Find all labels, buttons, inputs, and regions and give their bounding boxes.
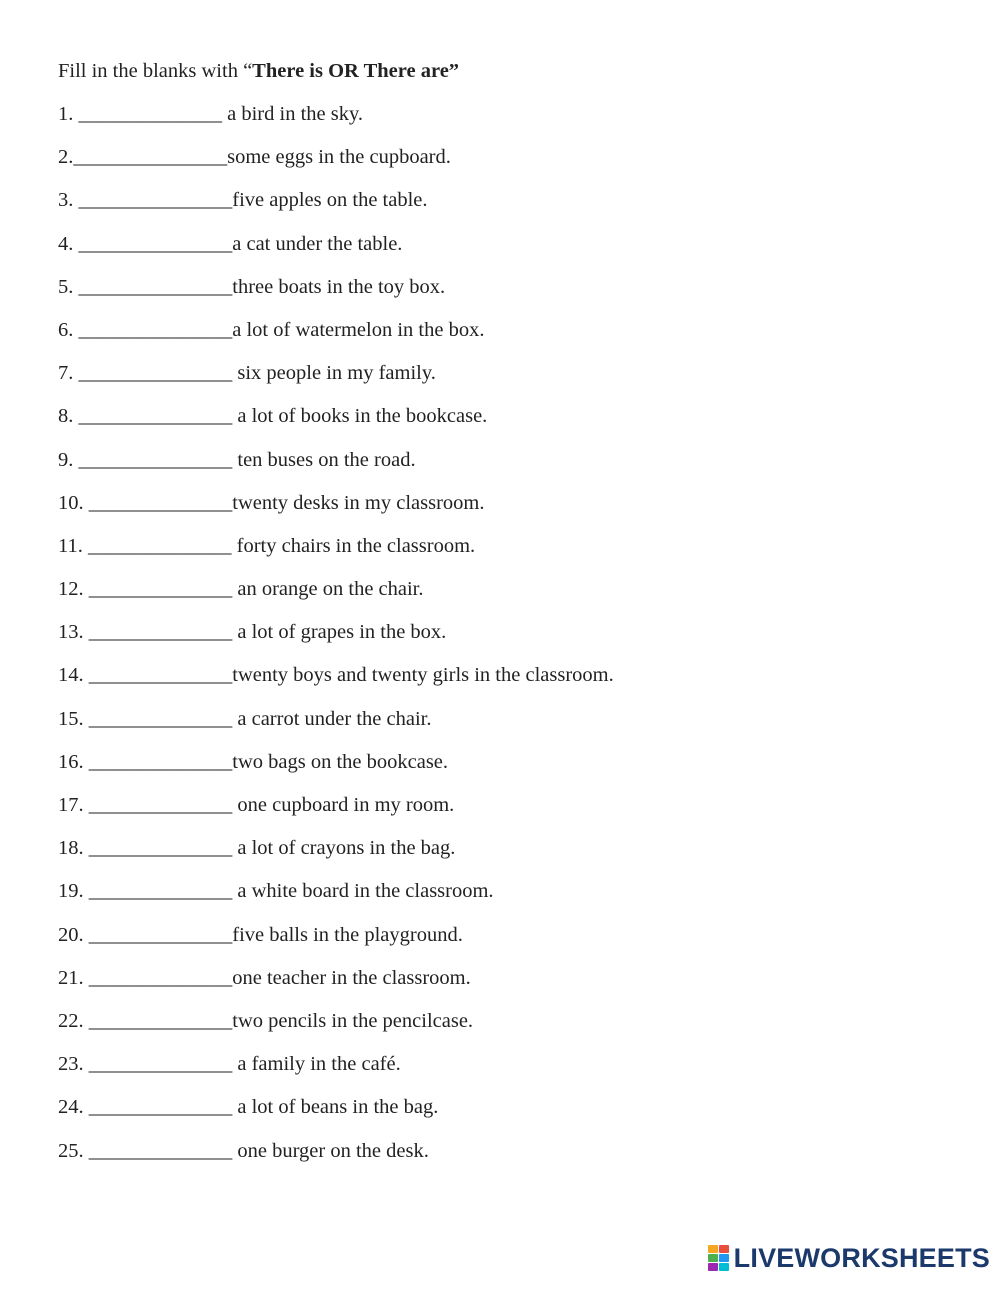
question-text: three boats in the toy box.	[232, 275, 446, 298]
question-text: a cat under the table.	[232, 232, 403, 255]
answer-blank[interactable]: _______________	[78, 318, 233, 341]
question-number: 21.	[58, 966, 89, 989]
instruction-prefix: Fill in the blanks with “	[58, 60, 253, 82]
question-number: 22.	[58, 1009, 89, 1032]
logo-square	[708, 1254, 718, 1262]
question-text: a lot of books in the bookcase.	[232, 405, 488, 428]
answer-blank[interactable]: ______________	[88, 923, 233, 946]
question-item	[58, 790, 958, 833]
question-item	[58, 1092, 958, 1135]
question-item	[58, 660, 958, 703]
question-item	[58, 574, 958, 617]
answer-blank[interactable]: ______________	[88, 534, 232, 557]
question-text: some eggs in the cupboard.	[227, 146, 451, 169]
question-number: 4.	[58, 232, 79, 255]
question-item	[58, 1049, 958, 1092]
question-text: five balls in the playground.	[232, 923, 463, 946]
answer-blank[interactable]: ______________	[88, 491, 233, 514]
question-text: a family in the café.	[232, 1053, 401, 1076]
question-item	[58, 401, 958, 444]
question-number: 18.	[58, 837, 89, 860]
question-text: a lot of watermelon in the box.	[232, 318, 485, 341]
question-number: 17.	[58, 794, 89, 816]
question-number: 3.	[58, 189, 79, 212]
question-text: a lot of grapes in the box.	[232, 621, 447, 644]
question-text: six people in my family.	[232, 362, 436, 385]
answer-blank[interactable]: ______________	[88, 880, 233, 903]
question-text: twenty desks in my classroom.	[232, 491, 485, 514]
question-list	[58, 99, 958, 1179]
answer-blank[interactable]: _______________	[78, 232, 233, 255]
question-number: 15.	[58, 707, 89, 730]
question-item	[58, 142, 958, 185]
answer-blank[interactable]: _______________	[73, 146, 228, 169]
question-text: a white board in the classroom.	[232, 880, 494, 903]
answer-blank[interactable]: _______________	[78, 275, 233, 298]
question-number: 23.	[58, 1053, 89, 1076]
question-number: 12.	[58, 578, 89, 601]
question-number: 24.	[58, 1096, 89, 1119]
answer-blank[interactable]: ______________	[88, 707, 233, 730]
question-text: a bird in the sky.	[222, 103, 364, 125]
question-number: 2.	[58, 146, 74, 169]
answer-blank[interactable]: ______________	[88, 837, 233, 860]
logo-square	[719, 1254, 729, 1262]
question-number: 25.	[58, 1139, 89, 1162]
answer-blank[interactable]: ______________	[78, 103, 222, 125]
worksheet	[58, 56, 958, 1179]
question-number: 6.	[58, 318, 79, 341]
answer-blank[interactable]: ______________	[88, 750, 233, 773]
question-number: 13.	[58, 621, 89, 644]
answer-blank[interactable]: ______________	[88, 1009, 233, 1032]
question-item	[58, 920, 958, 963]
answer-blank[interactable]: ______________	[88, 966, 233, 989]
answer-blank[interactable]: _______________	[78, 189, 233, 212]
answer-blank[interactable]: ______________	[88, 578, 233, 601]
answer-blank[interactable]: _______________	[78, 405, 233, 428]
question-number: 14.	[58, 664, 89, 687]
question-item	[58, 963, 958, 1006]
instruction	[58, 56, 958, 86]
question-item	[58, 315, 958, 358]
question-item	[58, 531, 958, 574]
question-number: 8.	[58, 405, 79, 428]
question-text: forty chairs in the classroom.	[231, 534, 476, 557]
answer-blank[interactable]: _______________	[78, 448, 233, 471]
answer-blank[interactable]: _______________	[78, 362, 233, 385]
question-text: one teacher in the classroom.	[232, 966, 471, 989]
answer-blank[interactable]: ______________	[88, 664, 233, 687]
question-item	[58, 747, 958, 790]
question-number: 11.	[58, 534, 88, 557]
liveworksheets-logo-icon	[708, 1245, 730, 1271]
question-number: 5.	[58, 275, 79, 298]
instruction-emphasis: There is OR There are”	[252, 60, 460, 82]
question-item	[58, 185, 958, 228]
answer-blank[interactable]: ______________	[88, 1139, 233, 1162]
question-text: an orange on the chair.	[232, 578, 424, 601]
question-text: five apples on the table.	[232, 189, 428, 212]
footer-logo	[708, 1243, 990, 1273]
answer-blank[interactable]: ______________	[88, 794, 233, 816]
question-item	[58, 99, 958, 142]
question-number: 20.	[58, 923, 89, 946]
answer-blank[interactable]: ______________	[88, 1096, 233, 1119]
logo-square	[719, 1263, 729, 1271]
question-item	[58, 876, 958, 919]
question-number: 10.	[58, 491, 89, 514]
question-item	[58, 833, 958, 876]
question-text: one cupboard in my room.	[232, 794, 455, 816]
logo-text: LIVEWORKSHEETS	[733, 1243, 990, 1273]
question-item	[58, 229, 958, 272]
question-number: 1.	[58, 103, 79, 125]
question-item	[58, 272, 958, 315]
question-text: two bags on the bookcase.	[232, 750, 449, 773]
question-item	[58, 704, 958, 747]
question-text: a lot of crayons in the bag.	[232, 837, 456, 860]
question-item	[58, 488, 958, 531]
question-number: 19.	[58, 880, 89, 903]
logo-square	[719, 1245, 729, 1253]
answer-blank[interactable]: ______________	[88, 1053, 233, 1076]
question-text: a carrot under the chair.	[232, 707, 432, 730]
logo-square	[708, 1245, 718, 1253]
question-number: 7.	[58, 362, 79, 385]
logo-square	[708, 1263, 718, 1271]
question-text: twenty boys and twenty girls in the classroom.	[232, 664, 614, 687]
question-text: a lot of beans in the bag.	[232, 1096, 439, 1119]
question-text: ten buses on the road.	[232, 448, 416, 471]
answer-blank[interactable]: ______________	[88, 621, 233, 644]
question-item	[58, 1136, 958, 1179]
question-text: one burger on the desk.	[232, 1139, 429, 1162]
question-number: 9.	[58, 448, 79, 471]
question-text: two pencils in the pencilcase.	[232, 1009, 474, 1032]
question-item	[58, 1006, 958, 1049]
question-number: 16.	[58, 750, 89, 773]
question-item	[58, 358, 958, 401]
question-item	[58, 445, 958, 488]
question-item	[58, 617, 958, 660]
